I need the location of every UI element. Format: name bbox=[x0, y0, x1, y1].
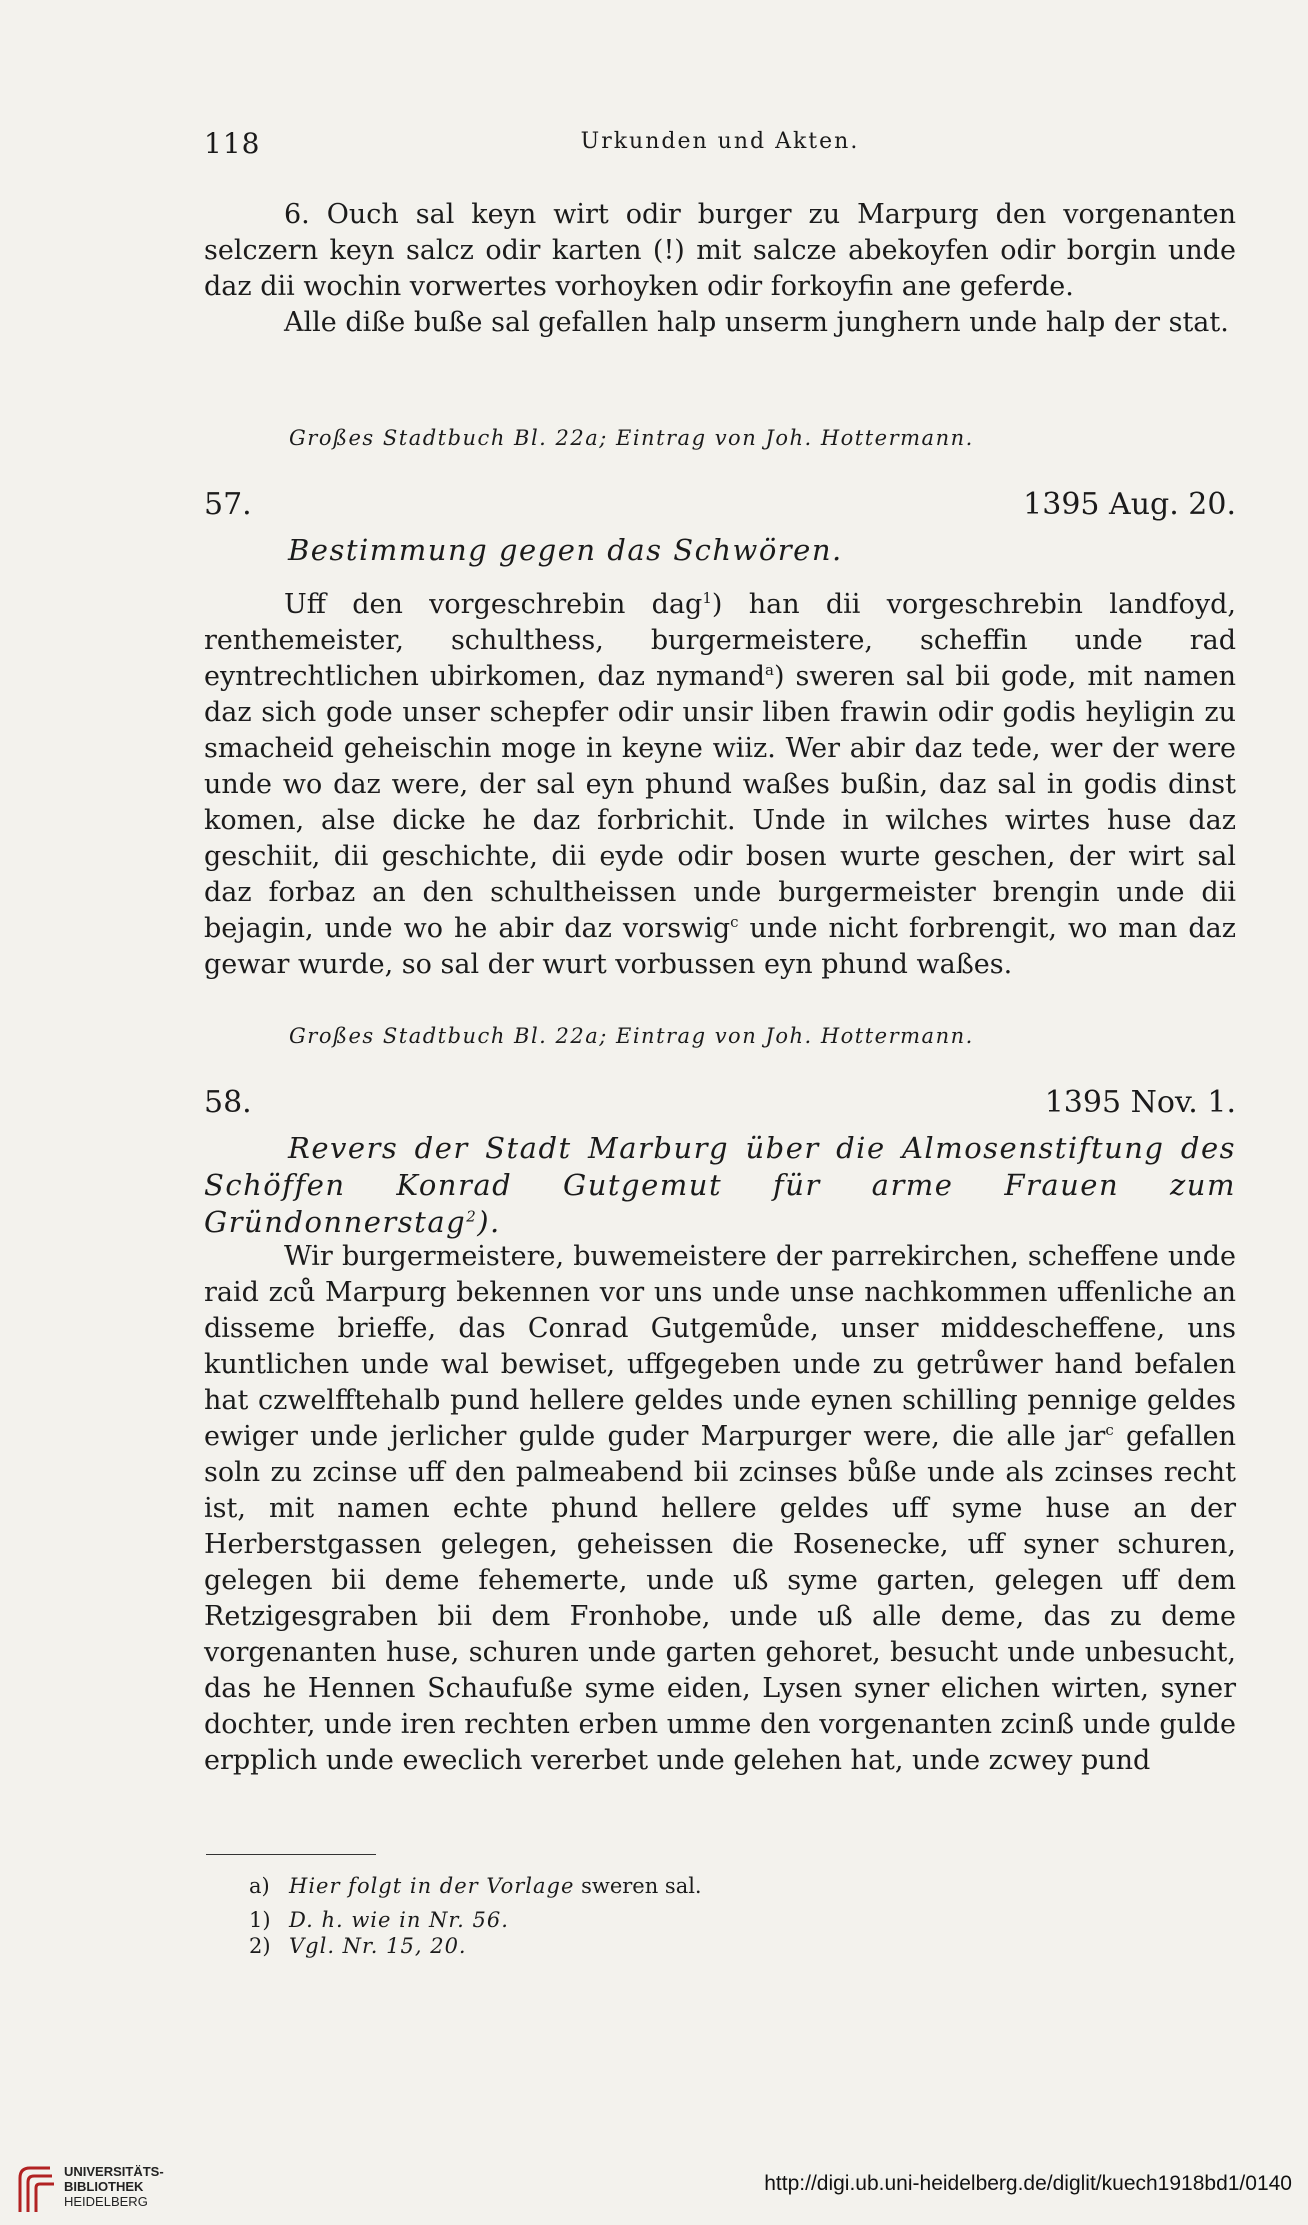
library-name-line3: HEIDELBERG bbox=[64, 2194, 148, 2209]
page-number: 118 bbox=[204, 127, 261, 160]
library-emblem-icon bbox=[16, 2164, 56, 2214]
library-logo[interactable] bbox=[16, 2160, 176, 2216]
footnote-ref-c[interactable]: c bbox=[730, 913, 739, 931]
entry-57-source: Großes Stadtbuch Bl. 22a; Eintrag von Joh. Hottermann. bbox=[289, 1024, 974, 1048]
entry-56-source: Großes Stadtbuch Bl. 22a; Eintrag von Joh. Hottermann. bbox=[289, 426, 974, 450]
entry-58-title: Revers der Stadt Marburg über die Almosenstiftung des Schöffen Konrad Gutgemut für arme Frauen zum Gründonnerstag$^2$). bbox=[204, 1131, 1236, 1239]
entry-56-paragraph-penalty: Alle diße buße sal gefallen halp unserm junghern unde halp der stat. bbox=[284, 307, 1229, 338]
entry-57-title: Bestimmung gegen das Schwören. bbox=[288, 533, 843, 567]
entry-58-heading bbox=[204, 1085, 1236, 1125]
entry-57-paragraph: Uff den vorgeschrebin dag$^1$) han dii vorgeschrebin landfoyd, renthemeister, schulthess, burgermeistere, scheffin unde rad eyntrechtlichen ubirkomen, daz nymand$^a$) sweren sal bii gode, mit namen daz sich gode unser schepfer odir unsir liben frawin odir godis heyligin zu smacheid geheischin moge in keyne wiiz. Wer abir daz tede, wer der were unde wo daz were, der sal eyn phund waßes bußin, daz sal in godis dinst komen, alse dicke he daz forbrichit. Unde in wilches wirtes huse daz geschiit, dii geschichte, dii eyde odir bosen wurte geschen, der wirt sal daz forbaz an den schultheissen unde burgermeister brengin unde dii bejagin, unde wo he abir daz vorswig$^c$ unde nicht forbrengit, wo man daz gewar wurde, so sal der wurt vorbussen eyn phund waßes. bbox=[204, 589, 1237, 980]
footnotes bbox=[249, 1869, 702, 1963]
running-title: Urkunden und Akten. bbox=[580, 129, 860, 154]
entry-57-text bbox=[204, 587, 1236, 983]
entry-57-heading bbox=[204, 487, 1236, 527]
footnote-ref-2[interactable]: 2 bbox=[466, 1207, 478, 1226]
footnote-1: 1) D. h. wie in Nr. 56. bbox=[249, 1908, 509, 1932]
entry-56-text bbox=[204, 197, 1236, 341]
entry-58-text bbox=[204, 1239, 1236, 1779]
entry-57-date: 1395 Aug. 20. bbox=[1023, 487, 1236, 522]
footnote-divider bbox=[206, 1854, 376, 1855]
entry-58-paragraph: Wir burgermeistere, buwemeistere der parrekirchen, scheffene unde raid zců Marpurg bekennen vor uns unde unse nachkommen uffenliche an disseme brieffe, das Conrad Gutgemůde, unser middescheffene, uns kuntlichen unde wal bewiset, uffgegeben unde zu getrůwer hand befalen hat czwelfftehalb pund hellere geldes unde eynen schilling pennige geldes ewiger unde jerlicher gulde guder Marpurger were, die alle jar$^c$ gefallen soln zu zcinse uff den palmeabend bii zcinses bůße unde als zcinses recht ist, mit namen echte phund hellere geldes uff syme huse an der Herberstgassen gelegen, geheissen die Rosenecke, uff syner schuren, gelegen bii deme fehemerte, unde uß syme garten, gelegen uff dem Retzigesgraben bii dem Fronhobe, unde uß alle deme, das zu deme vorgenanten huse, schuren unde garten gehoret, besucht unde unbesucht, das he Hennen Schaufuße syme eiden, Lysen syner elichen wirten, syner dochter, unde iren rechten erben umme den vorgenanten zcinß unde gulde erpplich unde eweclich vererbet unde gelehen hat, unde zcwey pund bbox=[204, 1241, 1236, 1776]
entry-58-number: 58. bbox=[204, 1085, 252, 1120]
footnote-ref-1[interactable]: 1 bbox=[702, 589, 712, 607]
footnote-2: 2) Vgl. Nr. 15, 20. bbox=[249, 1934, 467, 1958]
footnote-ref-c[interactable]: c bbox=[1105, 1421, 1114, 1439]
running-header bbox=[204, 127, 1236, 167]
source-url[interactable]: http://digi.ub.uni-heidelberg.de/diglit/kuech1918bd1/0140 bbox=[764, 2172, 1292, 2195]
entry-58-date: 1395 Nov. 1. bbox=[1044, 1085, 1236, 1120]
footnote-ref-a[interactable]: a bbox=[764, 661, 774, 679]
library-name-line2: BIBLIOTHEK bbox=[64, 2179, 144, 2194]
library-name-line1: UNIVERSITÄTS- bbox=[64, 2164, 164, 2179]
entry-57-number: 57. bbox=[204, 487, 252, 522]
entry-56-paragraph-6: 6. Ouch sal keyn wirt odir burger zu Marpurg den vorgenanten selczern keyn salcz odir karten (!) mit salcze abekoyfen odir borgin unde daz dii wochin vorwertes vorhoyken odir forkoyfin ane geferde. bbox=[204, 199, 1236, 302]
footnote-a: a) Hier folgt in der Vorlage sweren sal. bbox=[249, 1874, 702, 1898]
